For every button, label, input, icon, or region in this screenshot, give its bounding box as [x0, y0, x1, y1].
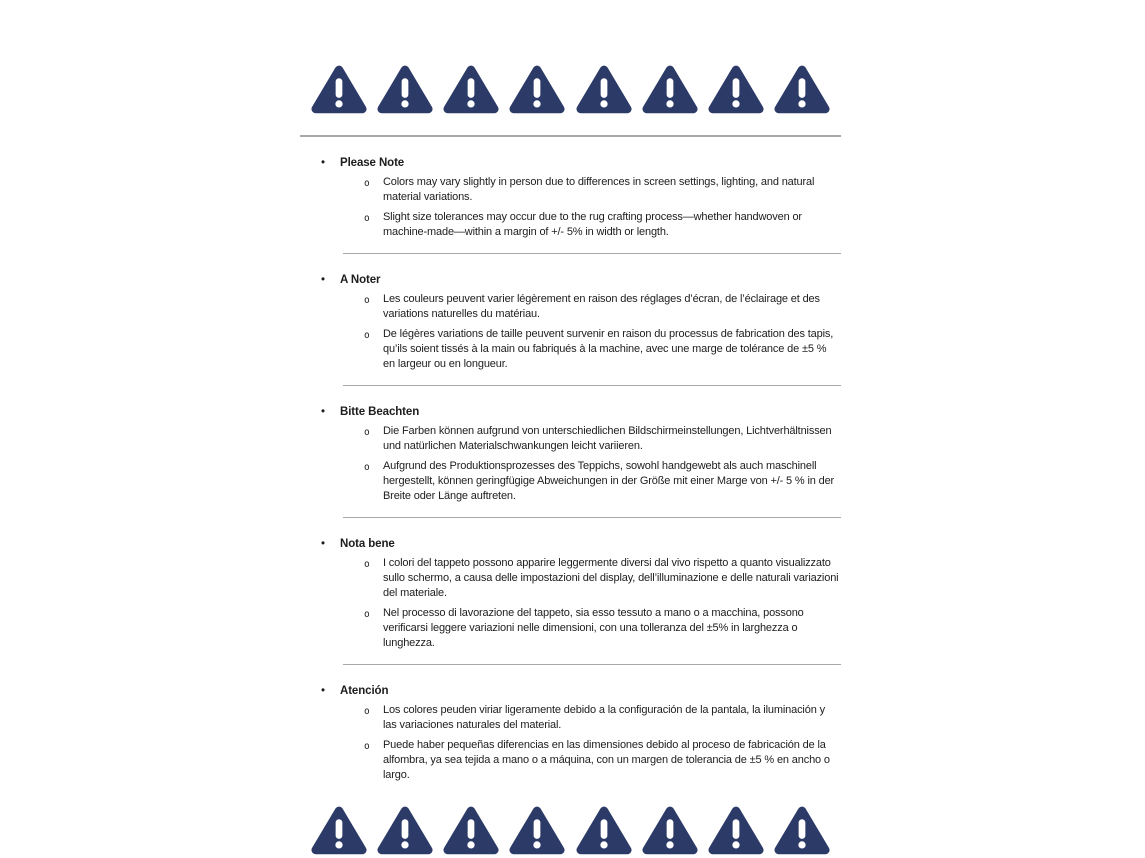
section-heading: Bitte Beachten [340, 406, 420, 418]
warning-triangle-icon [443, 62, 499, 115]
circle-bullet-icon: o [364, 559, 370, 570]
warning-triangle-icon [774, 803, 830, 856]
notice-item: De légères variations de taille peuvent survenir en raison du processus de fabrication des tapis, qu’ils soient tissés à la main ou fabriqués à la machine, avec une marge de tolérance de ±5 % en largeur ou en longueur. [383, 328, 834, 370]
bullet-icon: • [321, 157, 326, 169]
section-divider [343, 664, 841, 665]
warning-triangle-icon [708, 803, 764, 856]
bullet-icon: • [321, 538, 326, 550]
notice-item: Nel processo di lavorazione del tappeto, sia esso tessuto a mano o a macchina, possono verificarsi leggere variazioni nelle dimensioni, con una tolleranza del ±5% in larghezza o lunghezza. [383, 607, 804, 649]
warning-triangle-icon [377, 62, 433, 115]
notice-item: Los colores peuden viriar ligeramente debido a la configuración de la pantala, la iluminación y las variaciones naturales del material. [383, 704, 825, 731]
circle-bullet-icon: o [364, 213, 370, 224]
notice-item: Aufgrund des Produktionsprozesses des Teppichs, sowohl handgewebt als auch maschinell hergestellt, können geringfügige Abweichungen in der Größe mit einer Marge von +/- 5 % in der Breite oder Länge auftreten. [383, 460, 835, 502]
warning-triangle-icon [509, 62, 565, 115]
warning-triangle-icon [642, 803, 698, 856]
section-heading: Please Note [340, 157, 405, 169]
notice-item: Colors may vary slightly in person due to differences in screen settings, lighting, and natural material variations. [383, 176, 815, 203]
notice-item: I colori del tappeto possono apparire leggermente diversi dal vivo rispetto a quanto visualizzato sullo schermo, a causa delle impostazioni del display, dell’illuminazione e delle naturali variazioni del materiale. [383, 557, 839, 599]
warning-triangle-icon [576, 62, 632, 115]
notice-item: Puede haber pequeñas diferencias en las dimensiones debido al proceso de fabricación de la alfombra, ya sea tejida a mano o a máquina, con un margen de tolerancia de ±5 % en ancho o largo. [383, 739, 830, 781]
section-heading: A Noter [340, 274, 381, 286]
section-heading: Nota bene [340, 538, 395, 550]
warning-triangle-icon [377, 803, 433, 856]
warning-triangle-icon [708, 62, 764, 115]
notice-section-italian [300, 537, 841, 651]
circle-bullet-icon: o [364, 706, 370, 717]
circle-bullet-icon: o [364, 295, 370, 306]
bullet-icon: • [321, 406, 326, 418]
notice-item: Slight size tolerances may occur due to the rug crafting process—whether handwoven or machine-made—within a margin of +/- 5% in width or length. [383, 211, 802, 238]
warning-row-bottom [300, 803, 841, 856]
warning-row-top [300, 62, 841, 115]
warning-triangle-icon [311, 803, 367, 856]
bullet-icon: • [321, 685, 326, 697]
document-content [300, 0, 841, 856]
notice-section-french [300, 273, 841, 372]
notice-item: Die Farben können aufgrund von unterschiedlichen Bildschirmeinstellungen, Lichtverhältnissen und natürlichen Materialschwankungen leicht variieren. [383, 425, 832, 452]
circle-bullet-icon: o [364, 330, 370, 341]
circle-bullet-icon: o [364, 178, 370, 189]
bullet-icon: • [321, 274, 326, 286]
notice-item: Les couleurs peuvent varier légèrement en raison des réglages d’écran, de l’éclairage et des variations naturelles du matériau. [383, 293, 820, 320]
notice-section-german [300, 405, 841, 504]
notice-section-english [300, 156, 841, 240]
warning-triangle-icon [311, 62, 367, 115]
warning-triangle-icon [576, 803, 632, 856]
circle-bullet-icon: o [364, 609, 370, 620]
circle-bullet-icon: o [364, 741, 370, 752]
circle-bullet-icon: o [364, 427, 370, 438]
warning-triangle-icon [443, 803, 499, 856]
section-divider [343, 253, 841, 254]
warning-triangle-icon [774, 62, 830, 115]
top-divider [300, 135, 841, 137]
warning-triangle-icon [642, 62, 698, 115]
section-divider [343, 517, 841, 518]
circle-bullet-icon: o [364, 462, 370, 473]
notice-section-spanish [300, 684, 841, 783]
section-heading: Atención [340, 685, 389, 697]
warning-triangle-icon [509, 803, 565, 856]
section-divider [343, 385, 841, 386]
